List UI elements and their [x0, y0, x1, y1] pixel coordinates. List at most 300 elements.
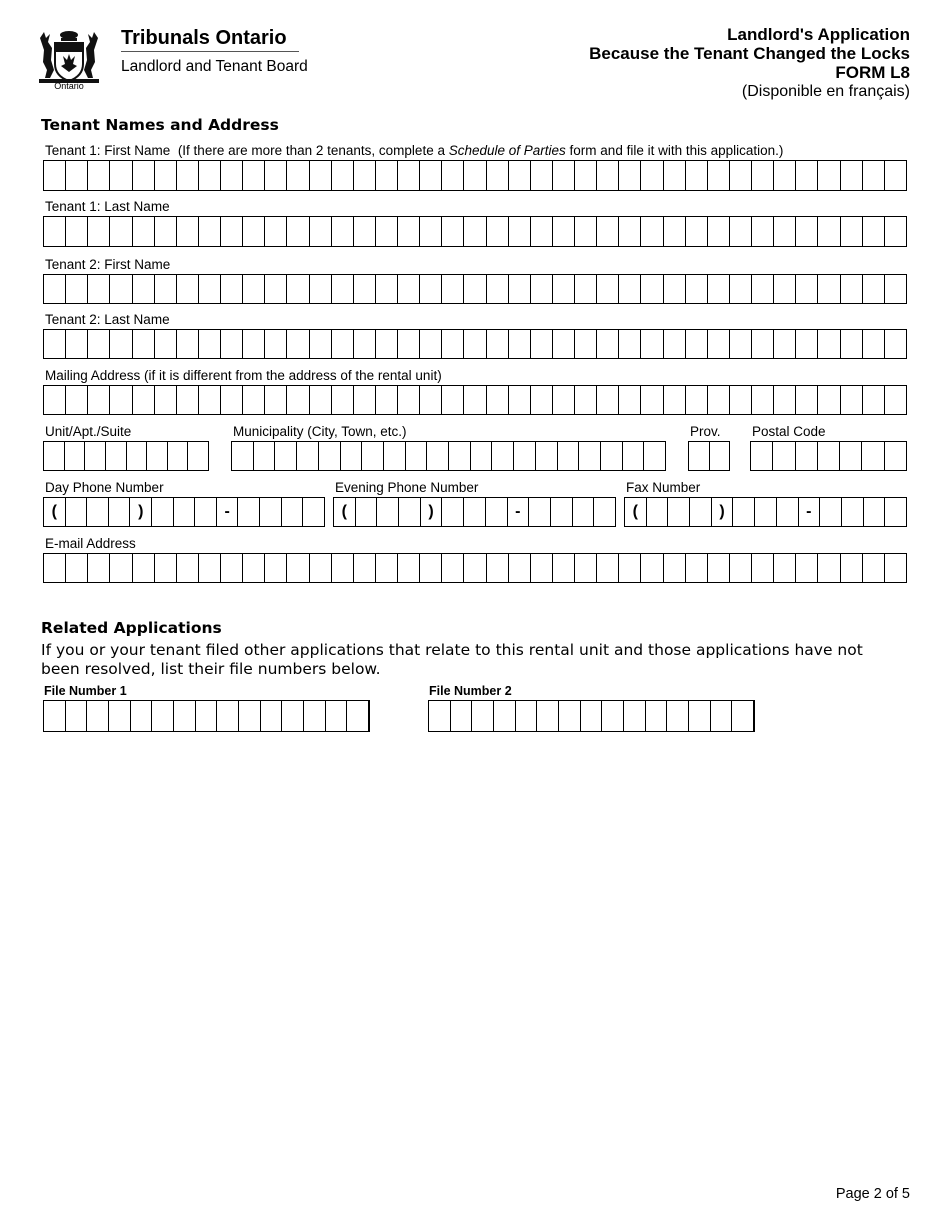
email-field-char-box[interactable]: [818, 554, 840, 582]
tenant1-last-name-field-char-box[interactable]: [66, 217, 88, 246]
tenant1-last-name-field-char-box[interactable]: [686, 217, 708, 246]
tenant2-first-name-field-char-box[interactable]: [420, 275, 442, 303]
fax-number-field-char-box[interactable]: [690, 498, 712, 526]
tenant2-first-name-field-char-box[interactable]: [464, 275, 486, 303]
tenant1-last-name-field-char-box[interactable]: [199, 217, 221, 246]
file-number-1-field-char-box[interactable]: [239, 701, 261, 731]
tenant1-last-name-field-char-box[interactable]: [265, 217, 287, 246]
tenant2-first-name-field-char-box[interactable]: [597, 275, 619, 303]
email-field-char-box[interactable]: [553, 554, 575, 582]
mailing-address-field-char-box[interactable]: [110, 386, 132, 414]
tenant2-first-name-field-char-box[interactable]: [487, 275, 509, 303]
tenant1-last-name-field-char-box[interactable]: [487, 217, 509, 246]
tenant2-first-name-field-char-box[interactable]: [664, 275, 686, 303]
municipality-field-char-box[interactable]: [536, 442, 558, 470]
mailing-address-field-char-box[interactable]: [796, 386, 818, 414]
file-number-2-field-char-box[interactable]: [516, 701, 538, 731]
mailing-address-field-char-box[interactable]: [885, 386, 906, 414]
file-number-1-field-char-box[interactable]: [347, 701, 369, 731]
tenant2-first-name-field-char-box[interactable]: [110, 275, 132, 303]
mailing-address-field-char-box[interactable]: [464, 386, 486, 414]
day-phone-field-char-box[interactable]: [66, 498, 88, 526]
tenant2-last-name-field[interactable]: [43, 329, 907, 359]
email-field-char-box[interactable]: [44, 554, 66, 582]
email-field-char-box[interactable]: [641, 554, 663, 582]
tenant1-last-name-field-char-box[interactable]: [509, 217, 531, 246]
unit-field-char-box[interactable]: [127, 442, 148, 470]
file-number-2-field-char-box[interactable]: [602, 701, 624, 731]
tenant1-first-name-field-char-box[interactable]: [332, 161, 354, 190]
tenant1-first-name-field-char-box[interactable]: [531, 161, 553, 190]
tenant2-first-name-field-char-box[interactable]: [66, 275, 88, 303]
tenant1-last-name-field-char-box[interactable]: [354, 217, 376, 246]
file-number-1-field-char-box[interactable]: [261, 701, 283, 731]
email-field-char-box[interactable]: [575, 554, 597, 582]
tenant1-first-name-field-char-box[interactable]: [664, 161, 686, 190]
mailing-address-field-char-box[interactable]: [597, 386, 619, 414]
tenant2-first-name-field-char-box[interactable]: [442, 275, 464, 303]
email-field-char-box[interactable]: [730, 554, 752, 582]
mailing-address-field-char-box[interactable]: [133, 386, 155, 414]
tenant1-first-name-field-char-box[interactable]: [442, 161, 464, 190]
tenant1-last-name-field-char-box[interactable]: [287, 217, 309, 246]
mailing-address-field-char-box[interactable]: [841, 386, 863, 414]
tenant2-last-name-field-char-box[interactable]: [730, 330, 752, 358]
tenant2-last-name-field-char-box[interactable]: [531, 330, 553, 358]
tenant1-last-name-field-char-box[interactable]: [730, 217, 752, 246]
email-field-char-box[interactable]: [597, 554, 619, 582]
fax-number-field-char-box[interactable]: [755, 498, 777, 526]
tenant2-first-name-field-char-box[interactable]: [177, 275, 199, 303]
tenant2-first-name-field-char-box[interactable]: [730, 275, 752, 303]
email-field-char-box[interactable]: [66, 554, 88, 582]
email-field-char-box[interactable]: [774, 554, 796, 582]
tenant1-last-name-field-char-box[interactable]: [619, 217, 641, 246]
municipality-field-char-box[interactable]: [644, 442, 665, 470]
fax-number-field-char-box[interactable]: [885, 498, 906, 526]
mailing-address-field-char-box[interactable]: [730, 386, 752, 414]
mailing-address-field-char-box[interactable]: [332, 386, 354, 414]
mailing-address-field-char-box[interactable]: [376, 386, 398, 414]
fax-number-field-char-box[interactable]: [647, 498, 669, 526]
day-phone-field[interactable]: [43, 497, 325, 527]
mailing-address-field-char-box[interactable]: [265, 386, 287, 414]
evening-phone-field-char-box[interactable]: [594, 498, 615, 526]
mailing-address-field-char-box[interactable]: [177, 386, 199, 414]
email-field-char-box[interactable]: [863, 554, 885, 582]
file-number-1-field-char-box[interactable]: [217, 701, 239, 731]
mailing-address-field-char-box[interactable]: [531, 386, 553, 414]
email-field-char-box[interactable]: [354, 554, 376, 582]
province-field-char-box[interactable]: [689, 442, 710, 470]
municipality-field-char-box[interactable]: [601, 442, 623, 470]
postal-code-field[interactable]: [750, 441, 907, 471]
tenant1-last-name-field-char-box[interactable]: [575, 217, 597, 246]
evening-phone-field-char-box[interactable]: [399, 498, 421, 526]
tenant2-first-name-field-char-box[interactable]: [376, 275, 398, 303]
mailing-address-field-char-box[interactable]: [863, 386, 885, 414]
day-phone-field-char-box[interactable]: [260, 498, 282, 526]
file-number-2-field-char-box[interactable]: [559, 701, 581, 731]
municipality-field-char-box[interactable]: [579, 442, 601, 470]
tenant2-last-name-field-char-box[interactable]: [398, 330, 420, 358]
tenant1-last-name-field-char-box[interactable]: [44, 217, 66, 246]
municipality-field-char-box[interactable]: [275, 442, 297, 470]
file-number-2-field-char-box[interactable]: [472, 701, 494, 731]
mailing-address-field-char-box[interactable]: [287, 386, 309, 414]
tenant2-first-name-field-char-box[interactable]: [310, 275, 332, 303]
tenant2-last-name-field-char-box[interactable]: [265, 330, 287, 358]
tenant1-first-name-field-char-box[interactable]: [287, 161, 309, 190]
tenant1-last-name-field-char-box[interactable]: [553, 217, 575, 246]
tenant2-first-name-field-char-box[interactable]: [686, 275, 708, 303]
municipality-field-char-box[interactable]: [362, 442, 384, 470]
tenant1-first-name-field-char-box[interactable]: [310, 161, 332, 190]
tenant1-first-name-field-char-box[interactable]: [133, 161, 155, 190]
tenant2-first-name-field-char-box[interactable]: [553, 275, 575, 303]
tenant2-first-name-field-char-box[interactable]: [221, 275, 243, 303]
day-phone-field-char-box[interactable]: [238, 498, 260, 526]
mailing-address-field-char-box[interactable]: [243, 386, 265, 414]
file-number-2-field-char-box[interactable]: [581, 701, 603, 731]
file-number-2-field-char-box[interactable]: [689, 701, 711, 731]
unit-field-char-box[interactable]: [147, 442, 168, 470]
tenant1-last-name-field-char-box[interactable]: [243, 217, 265, 246]
email-field-char-box[interactable]: [509, 554, 531, 582]
tenant2-last-name-field-char-box[interactable]: [110, 330, 132, 358]
email-field-char-box[interactable]: [177, 554, 199, 582]
mailing-address-field-char-box[interactable]: [487, 386, 509, 414]
email-field-char-box[interactable]: [841, 554, 863, 582]
tenant2-last-name-field-char-box[interactable]: [221, 330, 243, 358]
tenant2-first-name-field-char-box[interactable]: [265, 275, 287, 303]
mailing-address-field-char-box[interactable]: [619, 386, 641, 414]
unit-field-char-box[interactable]: [168, 442, 189, 470]
unit-field-char-box[interactable]: [85, 442, 106, 470]
email-field-char-box[interactable]: [265, 554, 287, 582]
mailing-address-field-char-box[interactable]: [66, 386, 88, 414]
email-field-char-box[interactable]: [531, 554, 553, 582]
tenant1-first-name-field-char-box[interactable]: [199, 161, 221, 190]
email-field-char-box[interactable]: [88, 554, 110, 582]
municipality-field[interactable]: [231, 441, 666, 471]
tenant2-last-name-field-char-box[interactable]: [818, 330, 840, 358]
municipality-field-char-box[interactable]: [492, 442, 514, 470]
tenant1-last-name-field-char-box[interactable]: [221, 217, 243, 246]
mailing-address-field-char-box[interactable]: [664, 386, 686, 414]
mailing-address-field-char-box[interactable]: [686, 386, 708, 414]
tenant2-first-name-field-char-box[interactable]: [398, 275, 420, 303]
tenant2-last-name-field-char-box[interactable]: [752, 330, 774, 358]
tenant2-first-name-field-char-box[interactable]: [133, 275, 155, 303]
tenant1-first-name-field-char-box[interactable]: [597, 161, 619, 190]
file-number-2-field[interactable]: [428, 700, 755, 732]
tenant1-first-name-field-char-box[interactable]: [708, 161, 730, 190]
postal-code-field-char-box[interactable]: [862, 442, 884, 470]
tenant2-last-name-field-char-box[interactable]: [442, 330, 464, 358]
fax-number-field-char-box[interactable]: [842, 498, 864, 526]
tenant2-last-name-field-char-box[interactable]: [177, 330, 199, 358]
tenant1-first-name-field-char-box[interactable]: [177, 161, 199, 190]
postal-code-field-char-box[interactable]: [840, 442, 862, 470]
email-field-char-box[interactable]: [664, 554, 686, 582]
mailing-address-field-char-box[interactable]: [641, 386, 663, 414]
municipality-field-char-box[interactable]: [514, 442, 536, 470]
email-field-char-box[interactable]: [243, 554, 265, 582]
tenant1-first-name-field-char-box[interactable]: [752, 161, 774, 190]
mailing-address-field-char-box[interactable]: [398, 386, 420, 414]
unit-field-char-box[interactable]: [106, 442, 127, 470]
email-field-char-box[interactable]: [442, 554, 464, 582]
email-field-char-box[interactable]: [752, 554, 774, 582]
mailing-address-field-char-box[interactable]: [88, 386, 110, 414]
email-field-char-box[interactable]: [398, 554, 420, 582]
postal-code-field-char-box[interactable]: [773, 442, 795, 470]
tenant1-first-name-field-char-box[interactable]: [619, 161, 641, 190]
tenant1-first-name-field-char-box[interactable]: [420, 161, 442, 190]
tenant2-last-name-field-char-box[interactable]: [774, 330, 796, 358]
email-field-char-box[interactable]: [464, 554, 486, 582]
file-number-1-field[interactable]: [43, 700, 370, 732]
file-number-2-field-char-box[interactable]: [732, 701, 754, 731]
fax-number-field-char-box[interactable]: [864, 498, 886, 526]
postal-code-field-char-box[interactable]: [796, 442, 818, 470]
tenant1-last-name-field-char-box[interactable]: [664, 217, 686, 246]
email-field-char-box[interactable]: [155, 554, 177, 582]
tenant1-last-name-field-char-box[interactable]: [641, 217, 663, 246]
tenant2-last-name-field-char-box[interactable]: [66, 330, 88, 358]
tenant1-last-name-field-char-box[interactable]: [177, 217, 199, 246]
mailing-address-field-char-box[interactable]: [509, 386, 531, 414]
municipality-field-char-box[interactable]: [623, 442, 645, 470]
tenant1-first-name-field-char-box[interactable]: [553, 161, 575, 190]
tenant2-first-name-field-char-box[interactable]: [354, 275, 376, 303]
tenant1-first-name-field-char-box[interactable]: [885, 161, 906, 190]
tenant2-first-name-field-char-box[interactable]: [841, 275, 863, 303]
municipality-field-char-box[interactable]: [558, 442, 580, 470]
file-number-2-field-char-box[interactable]: [711, 701, 733, 731]
tenant1-last-name-field-char-box[interactable]: [110, 217, 132, 246]
evening-phone-field[interactable]: [333, 497, 616, 527]
email-field[interactable]: [43, 553, 907, 583]
tenant2-last-name-field-char-box[interactable]: [199, 330, 221, 358]
tenant2-last-name-field-char-box[interactable]: [597, 330, 619, 358]
tenant1-first-name-field-char-box[interactable]: [487, 161, 509, 190]
mailing-address-field-char-box[interactable]: [774, 386, 796, 414]
tenant2-first-name-field-char-box[interactable]: [44, 275, 66, 303]
tenant1-first-name-field-char-box[interactable]: [110, 161, 132, 190]
tenant2-last-name-field-char-box[interactable]: [310, 330, 332, 358]
tenant1-first-name-field-char-box[interactable]: [796, 161, 818, 190]
tenant2-last-name-field-char-box[interactable]: [841, 330, 863, 358]
file-number-2-field-char-box[interactable]: [451, 701, 473, 731]
mailing-address-field-char-box[interactable]: [44, 386, 66, 414]
file-number-2-field-char-box[interactable]: [429, 701, 451, 731]
municipality-field-char-box[interactable]: [232, 442, 254, 470]
mailing-address-field-char-box[interactable]: [752, 386, 774, 414]
tenant1-last-name-field-char-box[interactable]: [133, 217, 155, 246]
tenant1-first-name-field-char-box[interactable]: [818, 161, 840, 190]
tenant2-first-name-field-char-box[interactable]: [708, 275, 730, 303]
file-number-1-field-char-box[interactable]: [87, 701, 109, 731]
unit-field-char-box[interactable]: [65, 442, 86, 470]
day-phone-field-char-box[interactable]: [109, 498, 131, 526]
mailing-address-field-char-box[interactable]: [442, 386, 464, 414]
email-field-char-box[interactable]: [332, 554, 354, 582]
tenant2-last-name-field-char-box[interactable]: [287, 330, 309, 358]
email-field-char-box[interactable]: [885, 554, 906, 582]
tenant2-first-name-field-char-box[interactable]: [243, 275, 265, 303]
tenant2-last-name-field-char-box[interactable]: [641, 330, 663, 358]
tenant1-first-name-field-char-box[interactable]: [686, 161, 708, 190]
tenant2-first-name-field-char-box[interactable]: [774, 275, 796, 303]
evening-phone-field-char-box[interactable]: [551, 498, 573, 526]
tenant1-first-name-field-char-box[interactable]: [774, 161, 796, 190]
evening-phone-field-char-box[interactable]: [442, 498, 464, 526]
municipality-field-char-box[interactable]: [471, 442, 493, 470]
fax-number-field-char-box[interactable]: [820, 498, 842, 526]
email-field-char-box[interactable]: [376, 554, 398, 582]
tenant2-last-name-field-char-box[interactable]: [332, 330, 354, 358]
tenant1-first-name-field-char-box[interactable]: [265, 161, 287, 190]
tenant2-last-name-field-char-box[interactable]: [553, 330, 575, 358]
tenant1-last-name-field-char-box[interactable]: [774, 217, 796, 246]
tenant1-first-name-field-char-box[interactable]: [155, 161, 177, 190]
fax-number-field[interactable]: [624, 497, 907, 527]
municipality-field-char-box[interactable]: [254, 442, 276, 470]
tenant1-last-name-field-char-box[interactable]: [531, 217, 553, 246]
postal-code-field-char-box[interactable]: [751, 442, 773, 470]
tenant2-first-name-field-char-box[interactable]: [796, 275, 818, 303]
tenant1-first-name-field-char-box[interactable]: [863, 161, 885, 190]
tenant1-last-name-field-char-box[interactable]: [310, 217, 332, 246]
tenant2-last-name-field-char-box[interactable]: [708, 330, 730, 358]
email-field-char-box[interactable]: [199, 554, 221, 582]
municipality-field-char-box[interactable]: [427, 442, 449, 470]
file-number-1-field-char-box[interactable]: [174, 701, 196, 731]
tenant2-first-name-field-char-box[interactable]: [752, 275, 774, 303]
unit-field[interactable]: [43, 441, 209, 471]
mailing-address-field-char-box[interactable]: [553, 386, 575, 414]
province-field-char-box[interactable]: [710, 442, 730, 470]
tenant1-last-name-field-char-box[interactable]: [841, 217, 863, 246]
file-number-2-field-char-box[interactable]: [667, 701, 689, 731]
tenant2-last-name-field-char-box[interactable]: [376, 330, 398, 358]
mailing-address-field-char-box[interactable]: [420, 386, 442, 414]
tenant1-last-name-field-char-box[interactable]: [818, 217, 840, 246]
file-number-1-field-char-box[interactable]: [131, 701, 153, 731]
email-field-char-box[interactable]: [619, 554, 641, 582]
postal-code-field-char-box[interactable]: [818, 442, 840, 470]
mailing-address-field[interactable]: [43, 385, 907, 415]
tenant1-first-name-field-char-box[interactable]: [66, 161, 88, 190]
municipality-field-char-box[interactable]: [384, 442, 406, 470]
email-field-char-box[interactable]: [420, 554, 442, 582]
tenant2-last-name-field-char-box[interactable]: [863, 330, 885, 358]
tenant2-last-name-field-char-box[interactable]: [464, 330, 486, 358]
tenant1-first-name-field-char-box[interactable]: [44, 161, 66, 190]
unit-field-char-box[interactable]: [188, 442, 208, 470]
tenant1-last-name-field-char-box[interactable]: [398, 217, 420, 246]
province-field[interactable]: [688, 441, 730, 471]
tenant1-first-name-field-char-box[interactable]: [730, 161, 752, 190]
postal-code-field-char-box[interactable]: [885, 442, 906, 470]
tenant2-last-name-field-char-box[interactable]: [575, 330, 597, 358]
tenant2-last-name-field-char-box[interactable]: [420, 330, 442, 358]
day-phone-field-char-box[interactable]: [282, 498, 304, 526]
day-phone-field-char-box[interactable]: [303, 498, 324, 526]
tenant2-last-name-field-char-box[interactable]: [885, 330, 906, 358]
tenant2-first-name-field-char-box[interactable]: [863, 275, 885, 303]
tenant1-first-name-field[interactable]: [43, 160, 907, 191]
evening-phone-field-char-box[interactable]: [573, 498, 595, 526]
tenant1-last-name-field-char-box[interactable]: [863, 217, 885, 246]
tenant2-last-name-field-char-box[interactable]: [509, 330, 531, 358]
tenant2-first-name-field-char-box[interactable]: [619, 275, 641, 303]
tenant2-last-name-field-char-box[interactable]: [619, 330, 641, 358]
file-number-2-field-char-box[interactable]: [624, 701, 646, 731]
email-field-char-box[interactable]: [708, 554, 730, 582]
tenant1-last-name-field-char-box[interactable]: [597, 217, 619, 246]
tenant1-first-name-field-char-box[interactable]: [509, 161, 531, 190]
tenant1-last-name-field-char-box[interactable]: [708, 217, 730, 246]
tenant1-last-name-field-char-box[interactable]: [464, 217, 486, 246]
mailing-address-field-char-box[interactable]: [310, 386, 332, 414]
tenant2-last-name-field-char-box[interactable]: [686, 330, 708, 358]
file-number-2-field-char-box[interactable]: [646, 701, 668, 731]
mailing-address-field-char-box[interactable]: [575, 386, 597, 414]
tenant2-last-name-field-char-box[interactable]: [487, 330, 509, 358]
tenant1-first-name-field-char-box[interactable]: [221, 161, 243, 190]
tenant2-first-name-field-char-box[interactable]: [287, 275, 309, 303]
tenant2-last-name-field-char-box[interactable]: [354, 330, 376, 358]
tenant1-first-name-field-char-box[interactable]: [575, 161, 597, 190]
tenant1-last-name-field-char-box[interactable]: [442, 217, 464, 246]
mailing-address-field-char-box[interactable]: [155, 386, 177, 414]
email-field-char-box[interactable]: [796, 554, 818, 582]
tenant1-first-name-field-char-box[interactable]: [243, 161, 265, 190]
tenant1-first-name-field-char-box[interactable]: [641, 161, 663, 190]
fax-number-field-char-box[interactable]: [777, 498, 799, 526]
tenant2-first-name-field-char-box[interactable]: [575, 275, 597, 303]
mailing-address-field-char-box[interactable]: [221, 386, 243, 414]
day-phone-field-char-box[interactable]: [174, 498, 196, 526]
tenant1-last-name-field-char-box[interactable]: [420, 217, 442, 246]
municipality-field-char-box[interactable]: [406, 442, 428, 470]
tenant1-first-name-field-char-box[interactable]: [464, 161, 486, 190]
file-number-1-field-char-box[interactable]: [44, 701, 66, 731]
email-field-char-box[interactable]: [487, 554, 509, 582]
file-number-1-field-char-box[interactable]: [66, 701, 88, 731]
evening-phone-field-char-box[interactable]: [529, 498, 551, 526]
tenant2-first-name-field-char-box[interactable]: [509, 275, 531, 303]
email-field-char-box[interactable]: [310, 554, 332, 582]
mailing-address-field-char-box[interactable]: [708, 386, 730, 414]
evening-phone-field-char-box[interactable]: [464, 498, 486, 526]
tenant1-last-name-field-char-box[interactable]: [88, 217, 110, 246]
tenant2-first-name-field-char-box[interactable]: [199, 275, 221, 303]
municipality-field-char-box[interactable]: [341, 442, 363, 470]
tenant2-first-name-field-char-box[interactable]: [641, 275, 663, 303]
municipality-field-char-box[interactable]: [319, 442, 341, 470]
tenant2-last-name-field-char-box[interactable]: [133, 330, 155, 358]
fax-number-field-char-box[interactable]: [668, 498, 690, 526]
tenant2-first-name-field-char-box[interactable]: [531, 275, 553, 303]
tenant1-last-name-field-char-box[interactable]: [376, 217, 398, 246]
tenant2-last-name-field-char-box[interactable]: [243, 330, 265, 358]
tenant2-first-name-field[interactable]: [43, 274, 907, 304]
email-field-char-box[interactable]: [133, 554, 155, 582]
